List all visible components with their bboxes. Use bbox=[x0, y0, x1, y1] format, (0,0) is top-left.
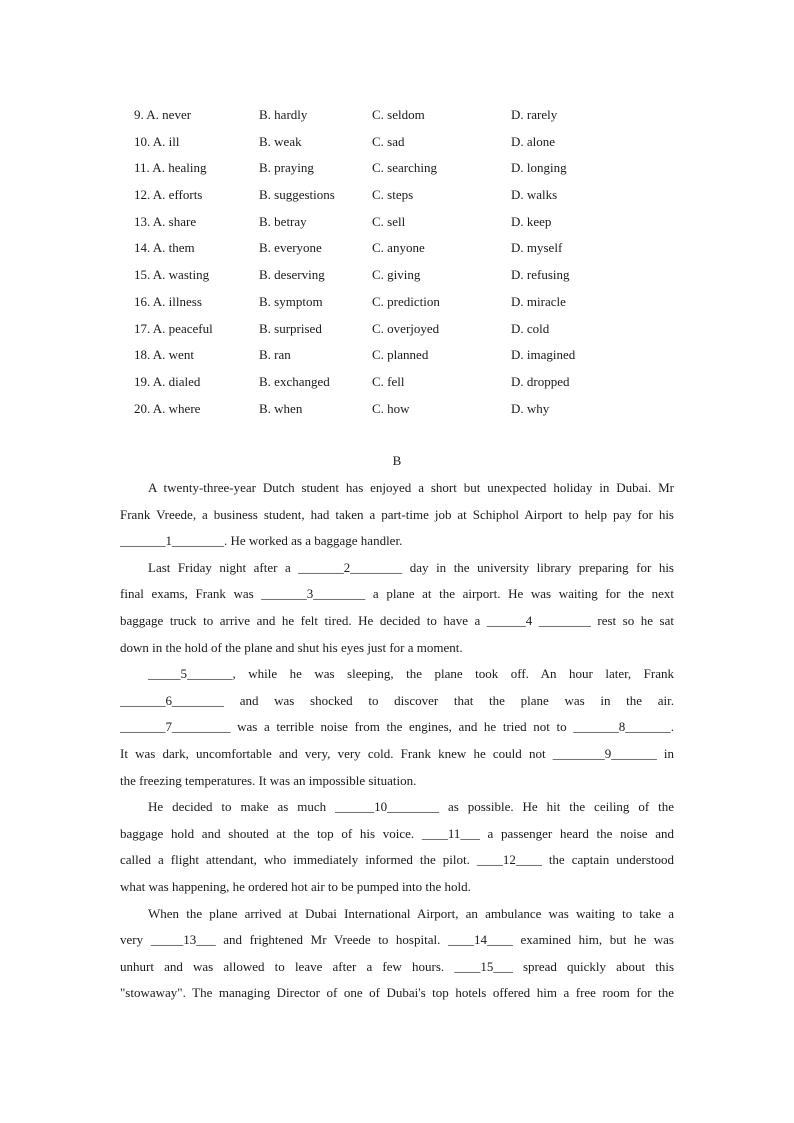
passage-line: called a flight attendant, who immediately informed the pilot. ____12____ the captain understood bbox=[120, 852, 674, 868]
option-c: C. overjoyed bbox=[372, 320, 440, 336]
option-c: C. sell bbox=[372, 213, 406, 229]
passage-line: Frank Vreede, a business student, had taken a part-time job at Schiphol Airport to help pay for his bbox=[120, 506, 674, 522]
option-d: D. dropped bbox=[511, 373, 570, 389]
option-d: D. myself bbox=[511, 240, 563, 256]
option-b: B. everyone bbox=[259, 240, 322, 256]
option-a: 9. A. never bbox=[134, 107, 192, 122]
passage-line: what was happening, he ordered hot air to be pumped into the hold. bbox=[120, 878, 471, 894]
passage-line: final exams, Frank was _______3________ a plane at the airport. He was waiting for the next bbox=[120, 586, 674, 602]
option-row-10 bbox=[134, 131, 694, 158]
option-b: B. betray bbox=[259, 213, 307, 229]
option-b: B. praying bbox=[259, 160, 314, 176]
option-a: 10. A. ill bbox=[134, 133, 180, 149]
option-b: B. suggestions bbox=[259, 187, 335, 203]
passage-line: _____5_______, while he was sleeping, the plane took off. An hour later, Frank bbox=[148, 666, 674, 682]
passage-line: very _____13___ and frightened Mr Vreede to hospital. ____14____ examined him, but he was bbox=[120, 932, 674, 948]
passage-line: It was dark, uncomfortable and very, very cold. Frank knew he could not ________9_______ in bbox=[120, 745, 674, 761]
option-b: B. ran bbox=[259, 347, 291, 363]
option-a: 15. A. wasting bbox=[134, 267, 210, 283]
option-row-15 bbox=[134, 264, 694, 291]
option-b: B. exchanged bbox=[259, 373, 330, 389]
passage-line: Last Friday night after a _______2________ day in the university library preparing for his bbox=[148, 559, 674, 575]
option-a: 20. A. where bbox=[134, 400, 201, 416]
option-d: D. walks bbox=[511, 187, 558, 203]
option-c: C. how bbox=[372, 400, 410, 416]
option-b: B. weak bbox=[259, 133, 302, 149]
passage-line: unhurt and was allowed to leave after a few hours. ____15___ spread quickly about this bbox=[120, 958, 674, 974]
option-c: C. anyone bbox=[372, 240, 425, 256]
option-c: C. prediction bbox=[372, 293, 440, 309]
option-a: 11. A. healing bbox=[134, 160, 207, 176]
option-row-12 bbox=[134, 184, 694, 211]
option-d: D. imagined bbox=[511, 347, 576, 363]
option-d: D. miracle bbox=[511, 293, 566, 309]
option-a: 16. A. illness bbox=[134, 293, 202, 309]
passage-line: baggage hold and shouted at the top of his voice. ____11___ a passenger heard the noise and bbox=[120, 825, 674, 841]
option-a: 12. A. efforts bbox=[134, 187, 203, 203]
passage-line: A twenty-three-year Dutch student has enjoyed a short but unexpected holiday in Dubai. Mr bbox=[148, 480, 674, 495]
option-b: B. surprised bbox=[259, 320, 322, 336]
option-a: 14. A. them bbox=[134, 240, 195, 256]
passage-line: "stowaway". The managing Director of one of Dubai's top hotels offered him a free room for the bbox=[120, 985, 674, 1001]
option-row-18 bbox=[134, 344, 694, 371]
option-d: D. why bbox=[511, 400, 550, 416]
option-d: D. rarely bbox=[511, 107, 558, 122]
passage-line: _______1________. He worked as a baggage handler. bbox=[120, 533, 403, 549]
passage-line: He decided to make as much ______10________ as possible. He hit the ceiling of the bbox=[148, 799, 674, 815]
option-c: C. sad bbox=[372, 133, 405, 149]
option-d: D. alone bbox=[511, 133, 556, 149]
option-row-17 bbox=[134, 318, 694, 345]
option-a: 17. A. peaceful bbox=[134, 320, 213, 336]
option-d: D. refusing bbox=[511, 267, 570, 283]
option-b: B. when bbox=[259, 400, 303, 416]
option-b: B. symptom bbox=[259, 293, 323, 309]
option-row-9 bbox=[134, 104, 694, 131]
answer-options-list bbox=[134, 104, 694, 424]
option-c: C. seldom bbox=[372, 107, 425, 122]
passage-line: _______7_________ was a terrible noise from the engines, and he tried not to _______8_______. bbox=[120, 719, 674, 735]
passage-line: When the plane arrived at Dubai International Airport, an ambulance was waiting to take a bbox=[148, 905, 674, 921]
option-b: B. hardly bbox=[259, 107, 308, 122]
option-c: C. searching bbox=[372, 160, 437, 176]
option-b: B. deserving bbox=[259, 267, 325, 283]
option-d: D. keep bbox=[511, 213, 552, 229]
passage-line: baggage truck to arrive and he felt tired. He decided to have a ______4 ________ rest so he sat bbox=[120, 612, 674, 628]
passage-line: down in the hold of the plane and shut his eyes just for a moment. bbox=[120, 639, 463, 655]
passage-text bbox=[120, 477, 674, 1009]
section-title: B bbox=[392, 453, 402, 468]
option-a: 13. A. share bbox=[134, 213, 197, 229]
option-c: C. fell bbox=[372, 373, 405, 389]
option-row-14 bbox=[134, 237, 694, 264]
passage-line: the freezing temperatures. It was an impossible situation. bbox=[120, 772, 417, 788]
option-d: D. longing bbox=[511, 160, 567, 176]
option-d: D. cold bbox=[511, 320, 550, 336]
option-a: 19. A. dialed bbox=[134, 373, 201, 389]
option-row-11 bbox=[134, 157, 694, 184]
option-row-16 bbox=[134, 291, 694, 318]
option-c: C. giving bbox=[372, 267, 421, 283]
passage-line: _______6________ and was shocked to discover that the plane was in the air. bbox=[120, 692, 674, 708]
option-c: C. steps bbox=[372, 187, 414, 203]
option-row-13 bbox=[134, 211, 694, 238]
option-row-20 bbox=[134, 398, 694, 425]
option-row-19 bbox=[134, 371, 694, 398]
option-c: C. planned bbox=[372, 347, 429, 363]
option-a: 18. A. went bbox=[134, 347, 194, 363]
